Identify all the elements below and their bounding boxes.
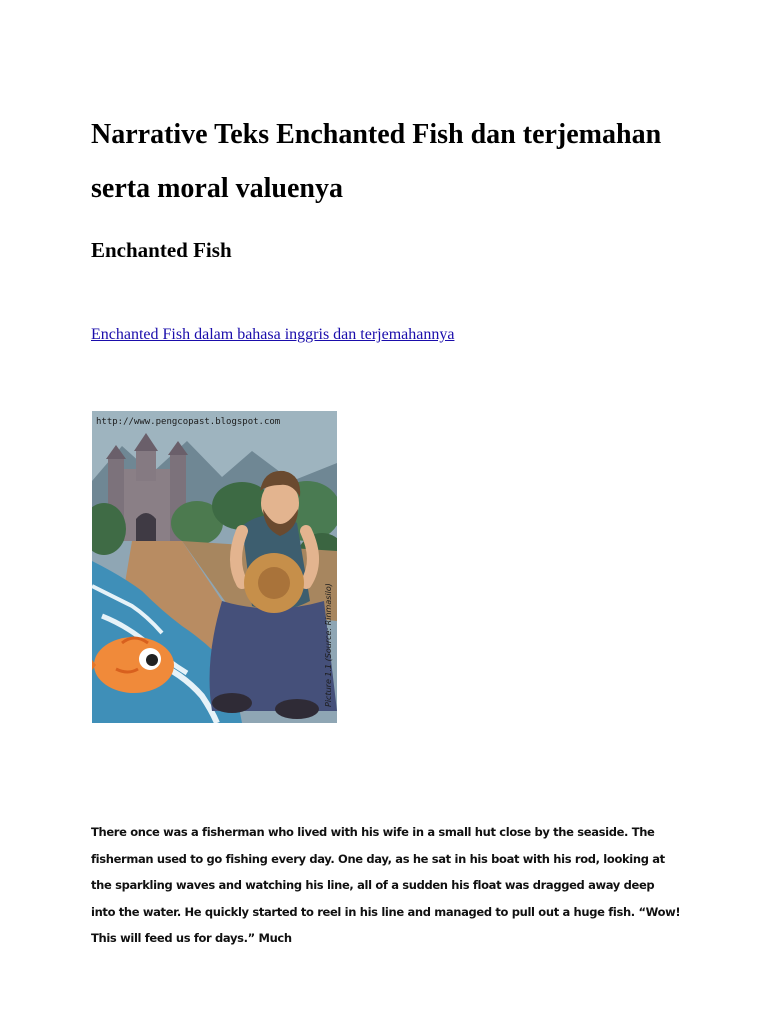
illustration-watermark: http://www.pengcopast.blogspot.com bbox=[96, 417, 281, 427]
translation-link[interactable]: Enchanted Fish dalam bahasa inggris dan terjemahannya bbox=[91, 326, 455, 343]
illustration-artwork bbox=[92, 411, 337, 723]
page-title: Narrative Teks Enchanted Fish dan terjemahan serta moral valuenya bbox=[91, 119, 662, 204]
illustration-caption: Picture 1.1 (Source: Rinmasilo) bbox=[324, 583, 333, 707]
story-illustration bbox=[92, 411, 337, 723]
section-heading: Enchanted Fish bbox=[91, 238, 232, 262]
story-paragraph: There once was a fisherman who lived with his wife in a small hut close by the seaside. The fisherman used to go fishing every day. One day, as he sat in his boat with his rod, looking at the sparkling waves and watching his line, all of a sudden his float was dragged away deep into the water. He quickly started to reel in his line and managed to pull out a huge fish. “Wow! This will feed us for days.” Much bbox=[91, 825, 681, 945]
